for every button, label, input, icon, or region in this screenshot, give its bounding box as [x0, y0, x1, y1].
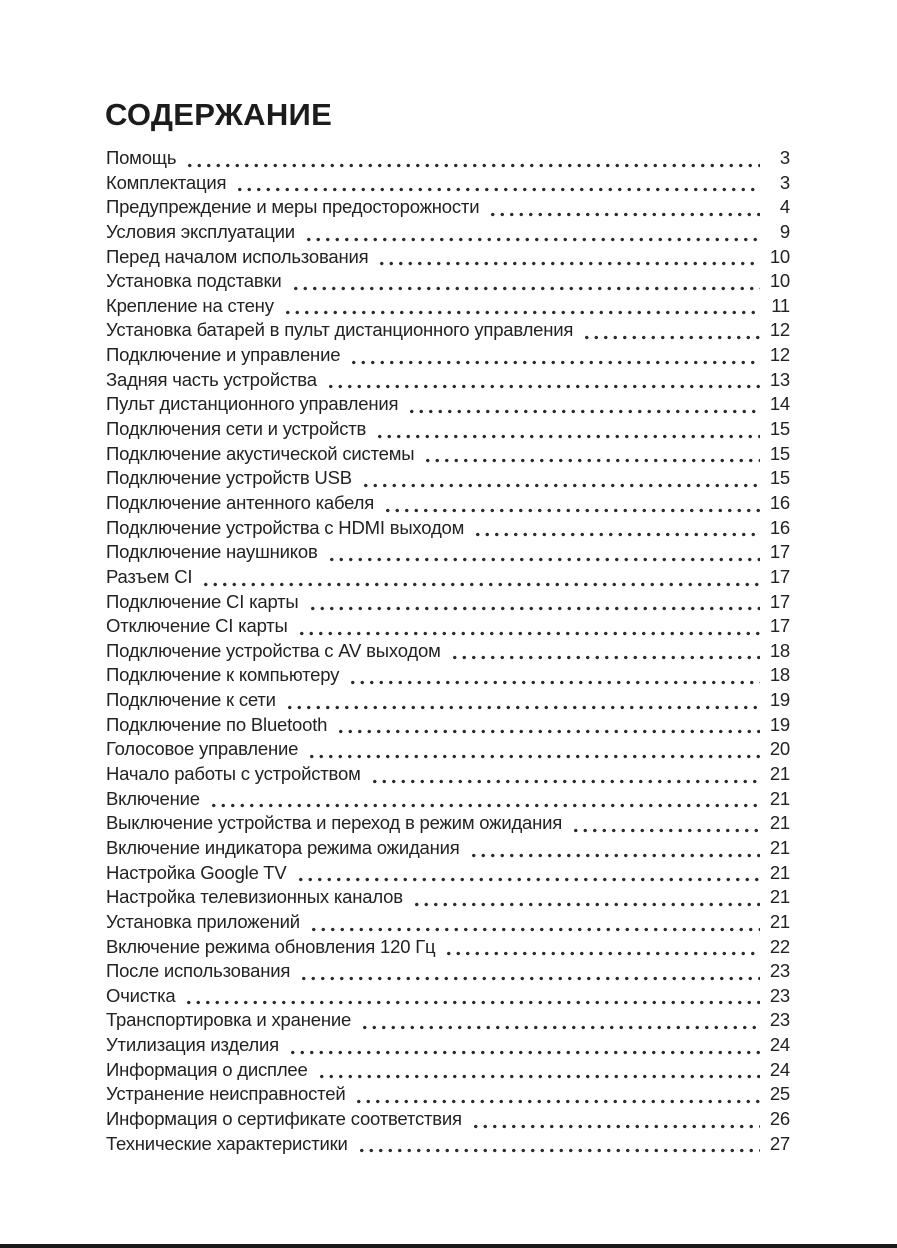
dot-leader: [235, 187, 760, 192]
toc-entry-label: Включение режима обновления 120 Гц: [106, 935, 436, 957]
toc-entry-label: Подключение акустической системы: [106, 442, 415, 464]
toc-entry: [106, 714, 790, 739]
toc-entry: [106, 418, 790, 443]
toc-entry-page-number: 10: [769, 270, 790, 292]
toc-entry-page-number: 21: [769, 763, 790, 785]
toc-entry: [106, 763, 790, 788]
toc-entry-label: Помощь: [106, 147, 177, 168]
toc-entry-page-number: 21: [769, 861, 790, 883]
toc-entry: [106, 837, 790, 862]
toc-entry-page-number: 13: [769, 368, 790, 390]
toc-entry-label: Разъем CI: [106, 565, 193, 587]
toc-entry-label: Настройка Google TV: [106, 861, 287, 883]
dot-leader: [285, 705, 760, 710]
toc-entry-label: Начало работы с устройством: [106, 763, 361, 785]
toc-entry-page-number: 17: [769, 541, 790, 563]
toc-entry: [106, 147, 790, 172]
toc-entry: [106, 1083, 790, 1108]
toc-entry-page-number: 21: [769, 910, 790, 932]
toc-entry-label: Перед началом использования: [106, 245, 369, 267]
toc-entry-page-number: 18: [769, 639, 790, 661]
dot-leader: [444, 951, 760, 956]
toc-entry-page-number: 4: [779, 196, 790, 218]
dot-leader: [582, 335, 760, 340]
toc-entry: [106, 1009, 790, 1034]
toc-entry: [106, 492, 790, 517]
dot-leader: [571, 828, 760, 833]
toc-entry-page-number: 15: [769, 467, 790, 489]
dot-leader: [370, 779, 760, 784]
toc-entry-page-number: 14: [769, 393, 790, 415]
toc-entry-label: Подключение и управление: [106, 344, 341, 366]
toc-entry-label: Подключение к сети: [106, 689, 276, 711]
dot-leader: [288, 1050, 760, 1055]
toc-entry: [106, 640, 790, 665]
toc-entry-page-number: 17: [769, 615, 790, 637]
toc-entry: [106, 344, 790, 369]
toc-entry-page-number: 15: [769, 418, 790, 440]
toc-entry-label: Выключение устройства и переход в режим ожидания: [106, 812, 563, 834]
table-of-contents: [106, 147, 790, 1157]
toc-entry: [106, 541, 790, 566]
footer-rule: [0, 1244, 897, 1248]
dot-leader: [327, 557, 760, 562]
dot-leader: [407, 409, 760, 414]
toc-entry: [106, 319, 790, 344]
toc-entry-label: Подключение по Bluetooth: [106, 713, 328, 735]
toc-entry-label: Комплектация: [106, 171, 227, 193]
toc-entry-label: Крепление на стену: [106, 294, 274, 316]
toc-entry-label: Информация о сертификате соответствия: [106, 1107, 462, 1129]
dot-leader: [209, 803, 760, 808]
toc-entry-label: Условия эксплуатации: [106, 220, 295, 242]
toc-entry-page-number: 12: [769, 344, 790, 366]
dot-leader: [412, 902, 760, 907]
toc-entry-page-number: 17: [769, 590, 790, 612]
dot-leader: [450, 655, 760, 660]
toc-entry-page-number: 27: [769, 1132, 790, 1154]
dot-leader: [317, 1074, 760, 1079]
toc-entry-label: Установка приложений: [106, 910, 300, 932]
toc-entry-label: Подключение наушников: [106, 541, 318, 563]
toc-entry-label: Информация о дисплее: [106, 1058, 308, 1080]
toc-entry-page-number: 11: [771, 294, 790, 316]
dot-leader: [291, 286, 760, 291]
toc-entry-page-number: 19: [769, 689, 790, 711]
toc-entry: [106, 664, 790, 689]
toc-entry-page-number: 3: [779, 171, 790, 193]
dot-leader: [308, 606, 760, 611]
dot-leader: [383, 508, 760, 513]
toc-entry: [106, 221, 790, 246]
toc-entry: [106, 196, 790, 221]
toc-entry-label: Предупреждение и меры предосторожности: [106, 196, 480, 218]
dot-leader: [304, 237, 760, 242]
toc-entry: [106, 517, 790, 542]
toc-entry-page-number: 22: [769, 935, 790, 957]
dot-leader: [488, 212, 760, 217]
toc-entry-page-number: 23: [769, 1009, 790, 1031]
dot-leader: [471, 1124, 760, 1129]
toc-entry-page-number: 18: [769, 664, 790, 686]
toc-entry-page-number: 21: [769, 886, 790, 908]
toc-entry: [106, 443, 790, 468]
toc-entry-page-number: 12: [769, 319, 790, 341]
dot-leader: [283, 310, 760, 315]
toc-entry-label: Включение индикатора режима ожидания: [106, 836, 460, 858]
dot-leader: [377, 261, 760, 266]
toc-entry-page-number: 21: [769, 787, 790, 809]
dot-leader: [309, 927, 760, 932]
toc-entry: [106, 270, 790, 295]
toc-entry-page-number: 19: [769, 713, 790, 735]
dot-leader: [357, 1148, 760, 1153]
toc-entry-label: Установка батарей в пульт дистанционного управления: [106, 319, 574, 341]
dot-leader: [348, 680, 760, 685]
toc-entry-label: Подключение устройств USB: [106, 467, 352, 489]
dot-leader: [354, 1099, 760, 1104]
toc-entry-label: Подключение CI карты: [106, 590, 299, 612]
toc-entry: [106, 1034, 790, 1059]
toc-entry-page-number: 10: [769, 245, 790, 267]
dot-leader: [296, 877, 760, 882]
toc-entry-page-number: 26: [769, 1107, 790, 1129]
toc-entry-label: Включение: [106, 787, 200, 809]
toc-entry-label: Подключение к компьютеру: [106, 664, 340, 686]
toc-entry: [106, 911, 790, 936]
toc-entry: [106, 172, 790, 197]
dot-leader: [361, 483, 760, 488]
toc-entry: [106, 1108, 790, 1133]
toc-entry-page-number: 24: [769, 1034, 790, 1056]
toc-entry-label: Подключение антенного кабеля: [106, 491, 375, 513]
toc-entry-label: Голосовое управление: [106, 738, 299, 760]
toc-entry: [106, 467, 790, 492]
toc-entry-label: Очистка: [106, 984, 176, 1006]
dot-leader: [201, 582, 760, 587]
dot-leader: [326, 384, 760, 389]
dot-leader: [360, 1025, 760, 1030]
toc-entry: [106, 369, 790, 394]
toc-entry: [106, 985, 790, 1010]
page-title: СОДЕРЖАНИЕ: [105, 97, 333, 132]
toc-entry: [106, 295, 790, 320]
toc-entry: [106, 615, 790, 640]
toc-entry: [106, 591, 790, 616]
toc-entry: [106, 960, 790, 985]
dot-leader: [375, 434, 760, 439]
toc-entry: [106, 812, 790, 837]
dot-leader: [423, 458, 760, 463]
dot-leader: [336, 729, 760, 734]
toc-entry: [106, 862, 790, 887]
toc-entry-page-number: 20: [769, 738, 790, 760]
toc-entry-page-number: 17: [769, 565, 790, 587]
toc-entry-label: Установка подставки: [106, 270, 282, 292]
toc-entry: [106, 566, 790, 591]
toc-entry-label: Настройка телевизионных каналов: [106, 886, 403, 908]
toc-entry-label: Технические характеристики: [106, 1132, 348, 1154]
toc-entry-page-number: 21: [769, 812, 790, 834]
toc-entry-label: Транспортировка и хранение: [106, 1009, 352, 1031]
toc-entry-label: Пульт дистанционного управления: [106, 393, 399, 415]
dot-leader: [469, 853, 760, 858]
toc-entry-page-number: 15: [769, 442, 790, 464]
toc-entry-page-number: 23: [769, 984, 790, 1006]
toc-entry-page-number: 16: [769, 491, 790, 513]
dot-leader: [297, 631, 760, 636]
toc-entry: [106, 689, 790, 714]
toc-entry-label: Подключения сети и устройств: [106, 418, 367, 440]
dot-leader: [307, 754, 760, 759]
toc-entry-label: После использования: [106, 960, 291, 982]
toc-entry-page-number: 21: [769, 836, 790, 858]
dot-leader: [349, 360, 760, 365]
toc-entry-page-number: 24: [769, 1058, 790, 1080]
toc-entry: [106, 936, 790, 961]
dot-leader: [185, 163, 760, 168]
toc-entry: [106, 788, 790, 813]
toc-entry-label: Задняя часть устройства: [106, 368, 317, 390]
dot-leader: [184, 1000, 760, 1005]
toc-entry: [106, 886, 790, 911]
toc-entry-label: Подключение устройства с AV выходом: [106, 639, 441, 661]
toc-entry-page-number: 23: [769, 960, 790, 982]
toc-entry-page-number: 25: [769, 1083, 790, 1105]
toc-entry-label: Устранение неисправностей: [106, 1083, 346, 1105]
toc-entry-label: Отключение CI карты: [106, 615, 288, 637]
toc-entry: [106, 1059, 790, 1084]
toc-entry-label: Подключение устройства с HDMI выходом: [106, 516, 465, 538]
toc-entry: [106, 246, 790, 271]
toc-entry-label: Утилизация изделия: [106, 1034, 279, 1056]
toc-entry: [106, 1133, 790, 1158]
toc-entry-page-number: 9: [779, 220, 790, 242]
dot-leader: [473, 532, 760, 537]
toc-entry: [106, 738, 790, 763]
dot-leader: [299, 976, 760, 981]
toc-entry-page-number: 16: [769, 516, 790, 538]
toc-entry-page-number: 3: [779, 147, 790, 168]
toc-entry: [106, 393, 790, 418]
